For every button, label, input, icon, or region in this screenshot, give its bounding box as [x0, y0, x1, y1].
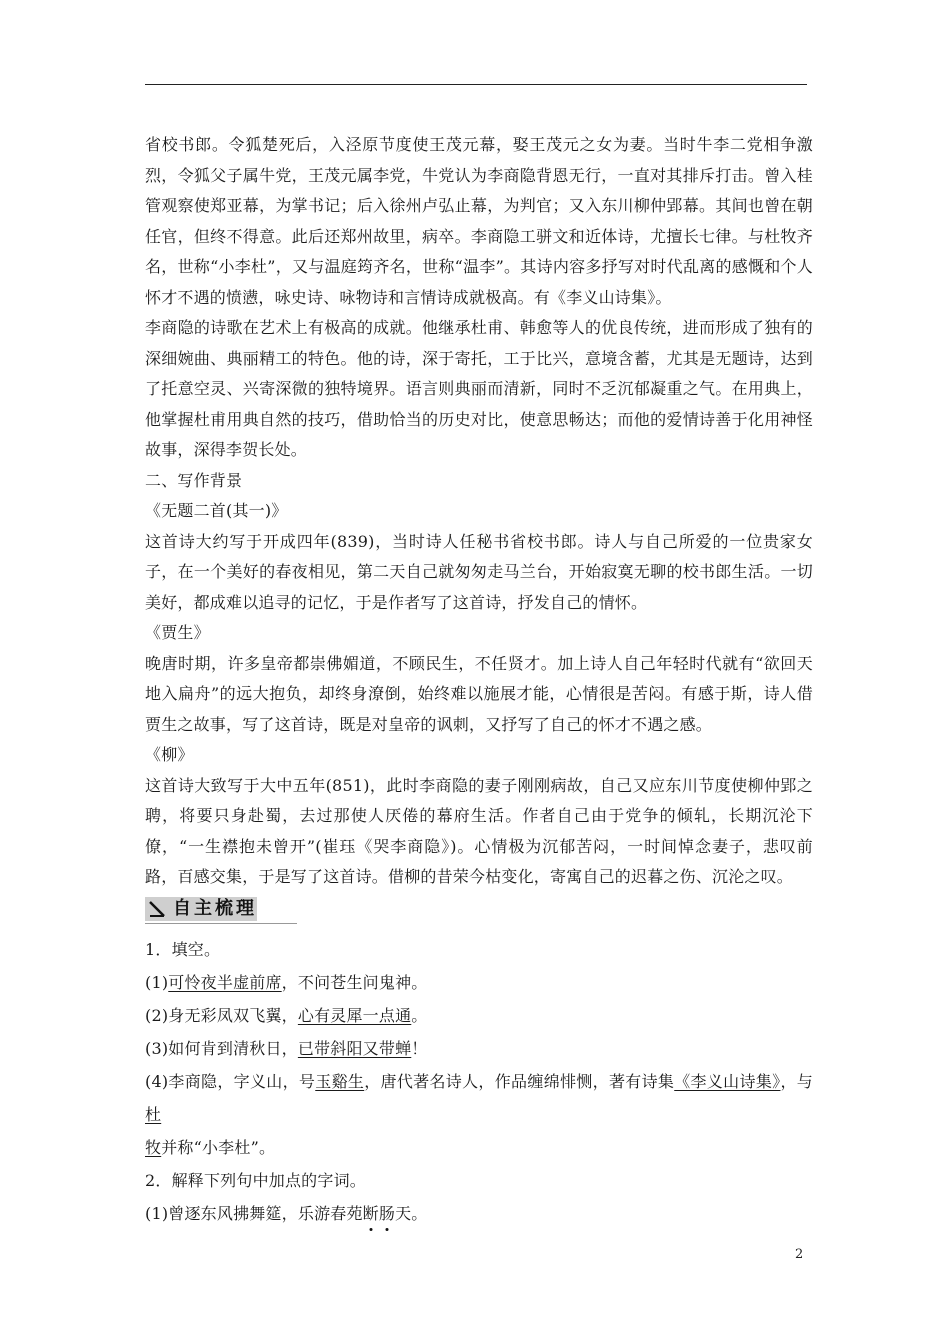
item-text: 并称“小李杜”。 [161, 1137, 276, 1157]
page-content [145, 130, 813, 1230]
answer-text: 牧 [145, 1137, 162, 1157]
poem-background-wuti [145, 527, 813, 619]
text-line: 他掌握杜甫用典自然的技巧，借助恰当的历史对比，使意思畅达；而他的爱情诗善于化用神 [145, 409, 797, 429]
question-1-label: 1．填空。 [145, 939, 221, 959]
text-line: 但终不得意。此后还郑州故里，病卒。李商隐工骈文和近体诗，尤擅长七律。与杜牧齐名，世称 [145, 226, 813, 276]
item-number: (4) [145, 1071, 169, 1091]
background-heading: 二、写作背景 [145, 470, 243, 490]
exercise-list [145, 933, 813, 1230]
answer-text: 已带斜阳又带蝉 [297, 1038, 412, 1058]
item-text: 天。 [395, 1203, 428, 1223]
text-line: 贾生之故事，写了这首诗，既是对皇帝的讽刺，又抒写了自己的怀才不遇之感。 [145, 714, 713, 734]
answer-text: 心有灵犀一点通 [297, 1005, 412, 1025]
answer-text: 杜 [145, 1104, 162, 1124]
text-line: 地入扁舟”的远大抱负，却终身潦倒，始终难以施展才能，心情很是苦闷。有感于斯，诗人借 [145, 684, 813, 703]
fill-item-4 [145, 1065, 813, 1164]
fill-item-3 [145, 1032, 813, 1065]
text-line: 晚唐时期，许多皇帝都崇佛媚道，不顾民生，不任贤才。加上诗人自己年轻时代就有“欲回天 [145, 653, 813, 673]
section-title-text: 自主梳理 [173, 897, 257, 919]
slash-icon [147, 899, 167, 919]
text-line: 才不遇的愤懑，咏史诗、咏物诗和言情诗成就极高。有《李义山诗集》。 [161, 287, 672, 307]
item-text: ！ [411, 1038, 428, 1058]
item-number: (3) [145, 1038, 169, 1058]
author-bio-paragraph-2 [145, 313, 813, 466]
poem-title-jiasheng: 《贾生》 [145, 623, 210, 642]
item-text: ，不问苍生问鬼神。 [281, 972, 428, 992]
text-line: “一生襟抱未曾开”(崔珏《哭李商隐》)。心情极为沉郁苦闷，一时间悼念妻子，悲叹前路，百 [145, 836, 813, 886]
text-line: 察使郑亚幕，为掌书记；后入徐州卢弘止幕，为判官；又入东川柳仲郢幕。其间也曾在朝任官， [145, 196, 813, 246]
item-text: 李商隐，字义山，号 [168, 1071, 316, 1091]
text-line: 这首诗大约写于开成四年(839)，当时诗人任秘书省校书郎。诗人与自己所爱的一位贵家女 [145, 531, 813, 551]
dotted-character: 断 [362, 1203, 379, 1223]
answer-text: 玉谿生 [315, 1071, 365, 1091]
question-2-label: 2．解释下列句中加点的字词。 [145, 1170, 366, 1190]
answer-text: 《李义山诗集》 [674, 1071, 781, 1091]
author-bio-paragraph-1 [145, 130, 813, 313]
header-rule [145, 84, 807, 85]
item-text: ，唐代著名诗人，作品缠绵悱恻，著有诗集 [364, 1071, 675, 1091]
text-line: 省校书郎。令狐楚死后，入泾原节度使王茂元幕，娶王茂元之女为妻。当时牛李二党相争激烈， [145, 135, 813, 185]
text-line: “小李杜”，又与温庭筠齐名，世称“温李”。其诗内容多抒写对时代乱离的感慨和个人怀 [145, 257, 813, 307]
item-text: 曾逐东风拂舞筵，乐游春苑 [168, 1203, 363, 1223]
fill-item-2 [145, 999, 813, 1032]
text-line: 怪故事，深得李贺长处。 [145, 409, 813, 459]
poem-background-liu [145, 771, 813, 893]
text-line: 感交集，于是写了这首诗。借柳的昔荣今枯变化，寄寓自己的迟暮之伤、沉沦之叹。 [193, 867, 794, 886]
text-line: 的深细婉曲、典丽精工的特色。他的诗，深于寄托，工于比兴，意境含蓄，尤其是无题诗，达到 [145, 318, 813, 368]
text-line: 了托意空灵、兴寄深微的独特境界。语言则典丽而清新，同时不乏沉郁凝重之气。在用典上， [145, 379, 813, 398]
answer-text: 可怜夜半虚前席 [168, 972, 282, 992]
text-line: 之聘，将要只身赴蜀，去过那使人厌倦的幕府生活。作者自己由于党争的倾轧，长期沉沦下僚， [145, 775, 813, 856]
item-text: 。 [411, 1005, 428, 1025]
poem-title-wuti: 《无题二首(其一)》 [145, 501, 288, 520]
text-line: 令狐父子属牛党，王茂元属李党，牛党认为李商隐背恩无行，一直对其排斥打击。曾入桂管观 [145, 165, 813, 215]
text-line: 这首诗大致写于大中五年(851)，此时李商隐的妻子刚刚病故，自己又应东川节度使柳仲郢 [145, 775, 797, 795]
item-text: 如何肯到清秋日， [168, 1038, 298, 1058]
item-text: ，与 [780, 1071, 813, 1091]
item-number: (1) [145, 972, 169, 992]
item-text: 身无彩凤双飞翼， [168, 1005, 298, 1025]
text-line: 美好，都成难以追寻的记忆，于是作者写了这首诗，抒发自己的情怀。 [145, 592, 648, 612]
poem-title-liu: 《柳》 [145, 745, 194, 764]
fill-item-1 [145, 966, 813, 999]
text-line: 子，在一个美好的春夜相见，第二天自己就匆匆走马兰台，开始寂寞无聊的校书郎生活。一切 [145, 562, 813, 581]
item-number: (2) [145, 1005, 169, 1025]
explain-item-1 [145, 1197, 813, 1230]
page-number: 2 [795, 1247, 804, 1262]
section-title-underline [145, 923, 297, 924]
text-line: 李商隐的诗歌在艺术上有极高的成就。他继承杜甫、韩愈等人的优良传统，进而形成了独有 [145, 318, 797, 337]
poem-background-jiasheng [145, 649, 813, 741]
item-number: (1) [145, 1203, 169, 1223]
dotted-character: 肠 [378, 1203, 396, 1223]
section-title-self-study [145, 895, 813, 923]
